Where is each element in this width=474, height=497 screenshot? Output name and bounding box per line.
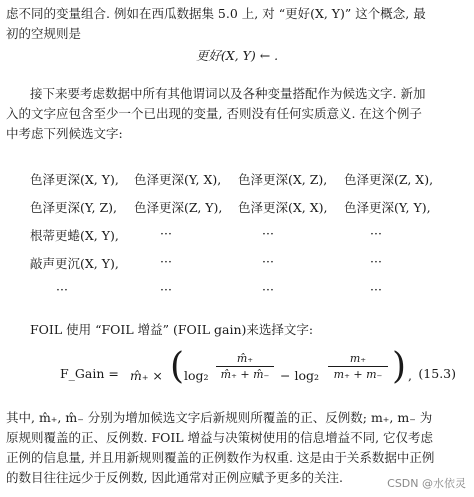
- log-term-2: − log₂: [280, 368, 319, 383]
- ellipsis: ···: [262, 254, 274, 269]
- fraction-2: [328, 352, 388, 381]
- candidate-literal: 色泽更深(Z, X),: [344, 172, 434, 187]
- candidate-literal: 色泽更深(X, X),: [238, 200, 328, 215]
- ellipsis: ···: [370, 282, 382, 297]
- ellipsis: ···: [262, 226, 274, 241]
- fraction-2-denominator: m₊ + m₋: [333, 368, 383, 381]
- candidate-literal: 色泽更深(Z, Y),: [134, 200, 223, 215]
- para4-line2: 原规则覆盖的正、反例数. FOIL 增益与决策树使用的信息增益不同, 它仅考虑: [6, 430, 434, 445]
- candidate-literal: 色泽更深(X, Z),: [238, 172, 328, 187]
- ellipsis: ···: [160, 254, 172, 269]
- para3-line: FOIL 使用 “FOIL 增益” (FOIL gain)来选择文字:: [30, 322, 314, 337]
- ellipsis: ···: [56, 282, 68, 297]
- equation-number: (15.3): [418, 366, 456, 381]
- formula-lhs: F_Gain =: [60, 366, 119, 381]
- para2-line1: 接下来要考虑数据中所有其他谓词以及各种变量搭配作为候选文字. 新加: [30, 86, 426, 101]
- fraction-2-numerator: m₊: [328, 352, 388, 367]
- para1-line2: 初的空规则是: [6, 26, 82, 41]
- ellipsis: ···: [160, 282, 172, 297]
- foil-gain-formula: [0, 346, 474, 400]
- ellipsis: ···: [370, 226, 382, 241]
- ellipsis: ···: [262, 282, 274, 297]
- fraction-1-denominator: m̂₊ + m̂₋: [220, 368, 270, 381]
- fraction-1: [216, 352, 274, 381]
- right-paren: ): [392, 346, 407, 387]
- empty-rule: 更好(X, Y) ← .: [195, 48, 279, 63]
- fraction-1-numerator: m̂₊: [216, 352, 274, 367]
- candidate-literal: 根蒂更蜷(X, Y),: [30, 228, 119, 243]
- log-term-1: log₂: [184, 368, 209, 383]
- candidate-literal: 敲声更沉(X, Y),: [30, 256, 119, 271]
- formula-lead: m̂₊ ×: [130, 368, 163, 383]
- csdn-watermark: CSDN @水依灵: [387, 477, 466, 490]
- candidate-literal: 色泽更深(Y, X),: [134, 172, 222, 187]
- para2-line3: 中考虑下列候选文字:: [6, 126, 123, 141]
- candidate-literal: 色泽更深(Y, Z),: [30, 200, 117, 215]
- para2-line2: 入的文字应包含至少一个已出现的变量, 否则没有任何实质意义. 在这个例子: [6, 106, 422, 121]
- para4-line4: 的数目往往远少于反例数, 因此通常对正例应赋予更多的关注.: [6, 470, 343, 485]
- formula-comma: ,: [408, 368, 412, 383]
- candidate-literal: 色泽更深(Y, Y),: [344, 200, 431, 215]
- candidate-literal: 色泽更深(X, Y),: [30, 172, 119, 187]
- para4-line3: 正例的信息量, 并且用新规则覆盖的正例数作为权重. 这是由于关系数据中正例: [6, 450, 435, 465]
- left-paren: (: [170, 346, 185, 387]
- ellipsis: ···: [370, 254, 382, 269]
- ellipsis: ···: [160, 226, 172, 241]
- para4-line1: 其中, m̂₊, m̂₋ 分别为增加候选文字后新规则所覆盖的正、反例数; m₊, m₋ 为: [6, 410, 433, 425]
- para1-line1: 虑不同的变量组合. 例如在西瓜数据集 5.0 上, 对 “更好(X, Y)” 这个概念, 最: [6, 6, 426, 21]
